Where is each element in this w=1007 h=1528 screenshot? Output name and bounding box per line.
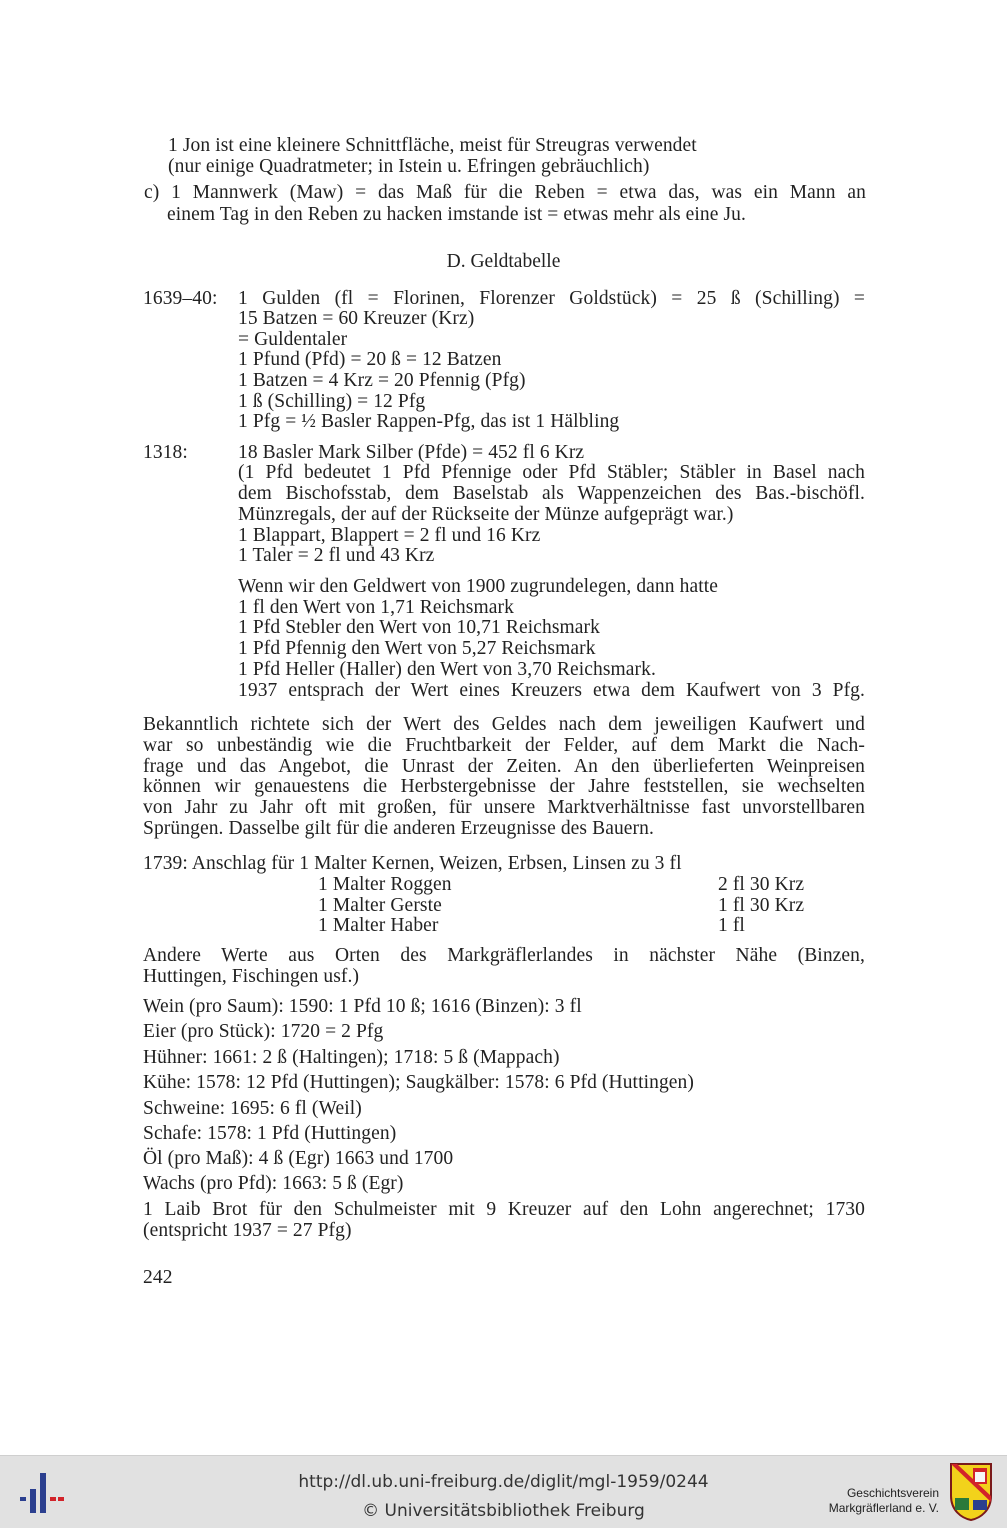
text-line: 1 Jon ist eine kleinere Schnittfläche, meist für Streugras verwendet — [168, 135, 697, 156]
coat-of-arms-icon[interactable] — [949, 1462, 993, 1522]
text-line: 1937 entsprach der Wert eines Kreuzers etwa dem Kaufwert von 3 Pfg. — [238, 680, 865, 701]
anschlag-item: 1 Malter Gerste — [318, 895, 442, 916]
text-line: 1 ß (Schilling) = 12 Pfg — [238, 391, 426, 412]
text-line: 1 Laib Brot für den Schulmeister mit 9 Kreuzer auf den Lohn angerechnet; 1730 — [143, 1199, 865, 1220]
text-line: (1 Pfd bedeutet 1 Pfd Pfennige oder Pfd Stäbler; Stäbler in Basel nach — [238, 462, 865, 483]
anschlag-heading: 1739: Anschlag für 1 Malter Kernen, Weizen, Erbsen, Linsen zu 3 fl — [143, 853, 682, 874]
text-line: 18 Basler Mark Silber (Pfde) = 452 fl 6 Krz — [238, 442, 585, 463]
text-line: dem Bischofsstab, dem Baselstab als Wappenzeichen des Bas.-bischöfl. — [238, 483, 865, 504]
permalink-url[interactable]: http://dl.ub.uni-freiburg.de/diglit/mgl-1959/0244 — [298, 1472, 709, 1492]
price-entry: Hühner: 1661: 2 ß (Haltingen); 1718: 5 ß (Mappach) — [143, 1047, 560, 1068]
page-number: 242 — [143, 1267, 173, 1288]
text-line: 1 Pfd Heller (Haller) den Wert von 3,70 Reichsmark. — [238, 659, 656, 680]
text-line: 1 Gulden (fl = Florinen, Florenzer Goldstück) = 25 ß (Schilling) = — [238, 288, 865, 309]
paragraph-line: frage und das Angebot, die Unrast der Zeiten. An den überlieferten Weinpreisen — [143, 756, 865, 777]
price-entry: Kühe: 1578: 12 Pfd (Huttingen); Saugkälber: 1578: 6 Pfd (Huttingen) — [143, 1072, 695, 1093]
text-line: 1 Pfd Pfennig den Wert von 5,27 Reichsmark — [238, 638, 596, 659]
text-line: einem Tag in den Reben zu hacken imstande ist = etwas mehr als eine Ju. — [167, 204, 746, 225]
paragraph-line: Sprüngen. Dasselbe gilt für die anderen Erzeugnisse des Bauern. — [143, 818, 654, 839]
text-line: Wenn wir den Geldwert von 1900 zugrundelegen, dann hatte — [238, 576, 719, 597]
society-name — [829, 1486, 939, 1516]
anschlag-price: 1 fl — [718, 915, 745, 936]
paragraph-line: Bekanntlich richtete sich der Wert des Geldes nach dem jeweiligen Kaufwert und — [143, 714, 865, 735]
text-line: Münzregals, der auf der Rückseite der Münze aufgeprägt war.) — [238, 504, 734, 525]
text-line: = Guldentaler — [238, 329, 348, 350]
text-line: 1 Pfg = ½ Basler Rappen-Pfg, das ist 1 Hälbling — [238, 411, 620, 432]
price-entry: Öl (pro Maß): 4 ß (Egr) 1663 und 1700 — [143, 1148, 454, 1169]
text-line: Andere Werte aus Orten des Markgräflerlandes in nächster Nähe (Binzen, — [143, 945, 865, 966]
text-line: 1 Pfund (Pfd) = 20 ß = 12 Batzen — [238, 349, 502, 370]
price-entry: Wein (pro Saum): 1590: 1 Pfd 10 ß; 1616 (Binzen): 3 fl — [143, 996, 582, 1017]
text-line: 1 fl den Wert von 1,71 Reichsmark — [238, 597, 514, 618]
paragraph-line: von Jahr zu Jahr oft mit großen, für unsere Marktverhältnisse fast unvorstellbaren — [143, 797, 865, 818]
year-label: 1639–40: — [143, 288, 218, 309]
price-entry: Schweine: 1695: 6 fl (Weil) — [143, 1098, 362, 1119]
text-line: (nur einige Quadratmeter; in Istein u. Efringen gebräuchlich) — [168, 156, 650, 177]
society-line: Geschichtsverein — [846, 1486, 939, 1500]
footer-bar — [0, 1455, 1007, 1528]
price-entry: Wachs (pro Pfd): 1663: 5 ß (Egr) — [143, 1173, 404, 1194]
copyright-text: © Universitätsbibliothek Freiburg — [362, 1501, 645, 1521]
paragraph-line: war so unbeständig wie die Fruchtbarkeit der Felder, auf dem Markt die Nach- — [143, 735, 865, 756]
anschlag-item: 1 Malter Roggen — [318, 874, 452, 895]
price-entry: Eier (pro Stück): 1720 = 2 Pfg — [143, 1021, 384, 1042]
year-label: 1318: — [143, 442, 188, 463]
society-line: Markgräflerland e. V. — [828, 1501, 939, 1515]
section-heading: D. Geldtabelle — [446, 251, 561, 272]
text-line: 1 Taler = 2 fl und 43 Krz — [238, 545, 435, 566]
text-line: 1 Blappart, Blappert = 2 fl und 16 Krz — [238, 525, 541, 546]
anschlag-price: 2 fl 30 Krz — [718, 874, 805, 895]
text-line: 1 Pfd Stebler den Wert von 10,71 Reichsmark — [238, 617, 600, 638]
text-line: c) 1 Mannwerk (Maw) = das Maß für die Reben = etwa das, was ein Mann an — [144, 182, 866, 203]
anschlag-item: 1 Malter Haber — [318, 915, 439, 936]
text-line: 15 Batzen = 60 Kreuzer (Krz) — [238, 308, 475, 329]
text-line: Huttingen, Fischingen usf.) — [143, 966, 360, 987]
paragraph-line: können wir genauestens die Herbstergebnisse der Jahre feststellen, sie wechselten — [143, 776, 865, 797]
text-line: 1 Batzen = 4 Krz = 20 Pfennig (Pfg) — [238, 370, 526, 391]
price-entry: Schafe: 1578: 1 Pfd (Huttingen) — [143, 1123, 397, 1144]
text-line: (entspricht 1937 = 27 Pfg) — [143, 1220, 352, 1241]
anschlag-price: 1 fl 30 Krz — [718, 895, 805, 916]
